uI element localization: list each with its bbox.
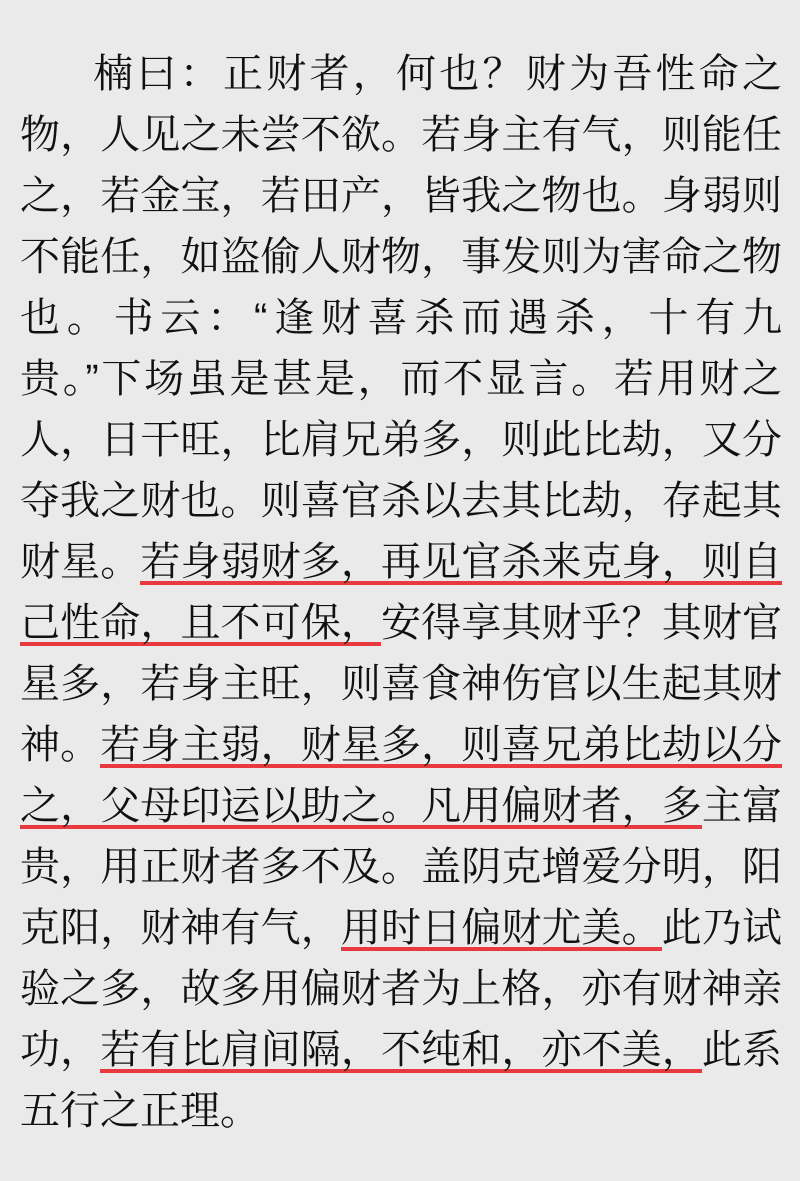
- underlined-text-run: 若身主弱，财星多，则喜兄弟比劫以分之，父母印运以助之。凡用偏财者，多: [20, 723, 783, 828]
- text-run: 此系五行之正理。: [20, 1028, 783, 1133]
- text-run: 安得享其财乎？其财官星多，若身主旺，则喜食神伤官以生起其财神。: [20, 601, 782, 767]
- document-text-body: [20, 44, 782, 1142]
- text-run: 主富贵，用正财者多不及。盖阴克增爱分明，阳克阳，财神有气，: [20, 784, 783, 950]
- underlined-text-run: 若有比肩间隔，不纯和，亦不美，: [100, 1028, 702, 1072]
- underlined-text-run: 用时日偏财尤美。: [340, 906, 662, 950]
- text-run: 此乃试验之多，故多用偏财者为上格，亦有财神亲功，: [20, 906, 783, 1072]
- document-paragraph: [20, 52, 782, 1133]
- text-run: 楠曰：正财者，何也？财为吾性命之物，人见之未尝不欲。若身主有气，则能任之，若金宝，若田产，皆我之物也。身弱则不能任，如盗偷人财物，事发则为害命之物也。书云：“逢财喜杀而遇杀，十有九贵。”下场虽是甚是，而不显言。若用财之人，日干旺，比肩兄弟多，则此比劫，又分夺我之财也。则喜官杀以去其比劫，存起其财星。: [20, 52, 782, 584]
- underlined-text-run: 若身弱财多，再见官杀来克身，则自己性命，且不可保，: [20, 540, 783, 645]
